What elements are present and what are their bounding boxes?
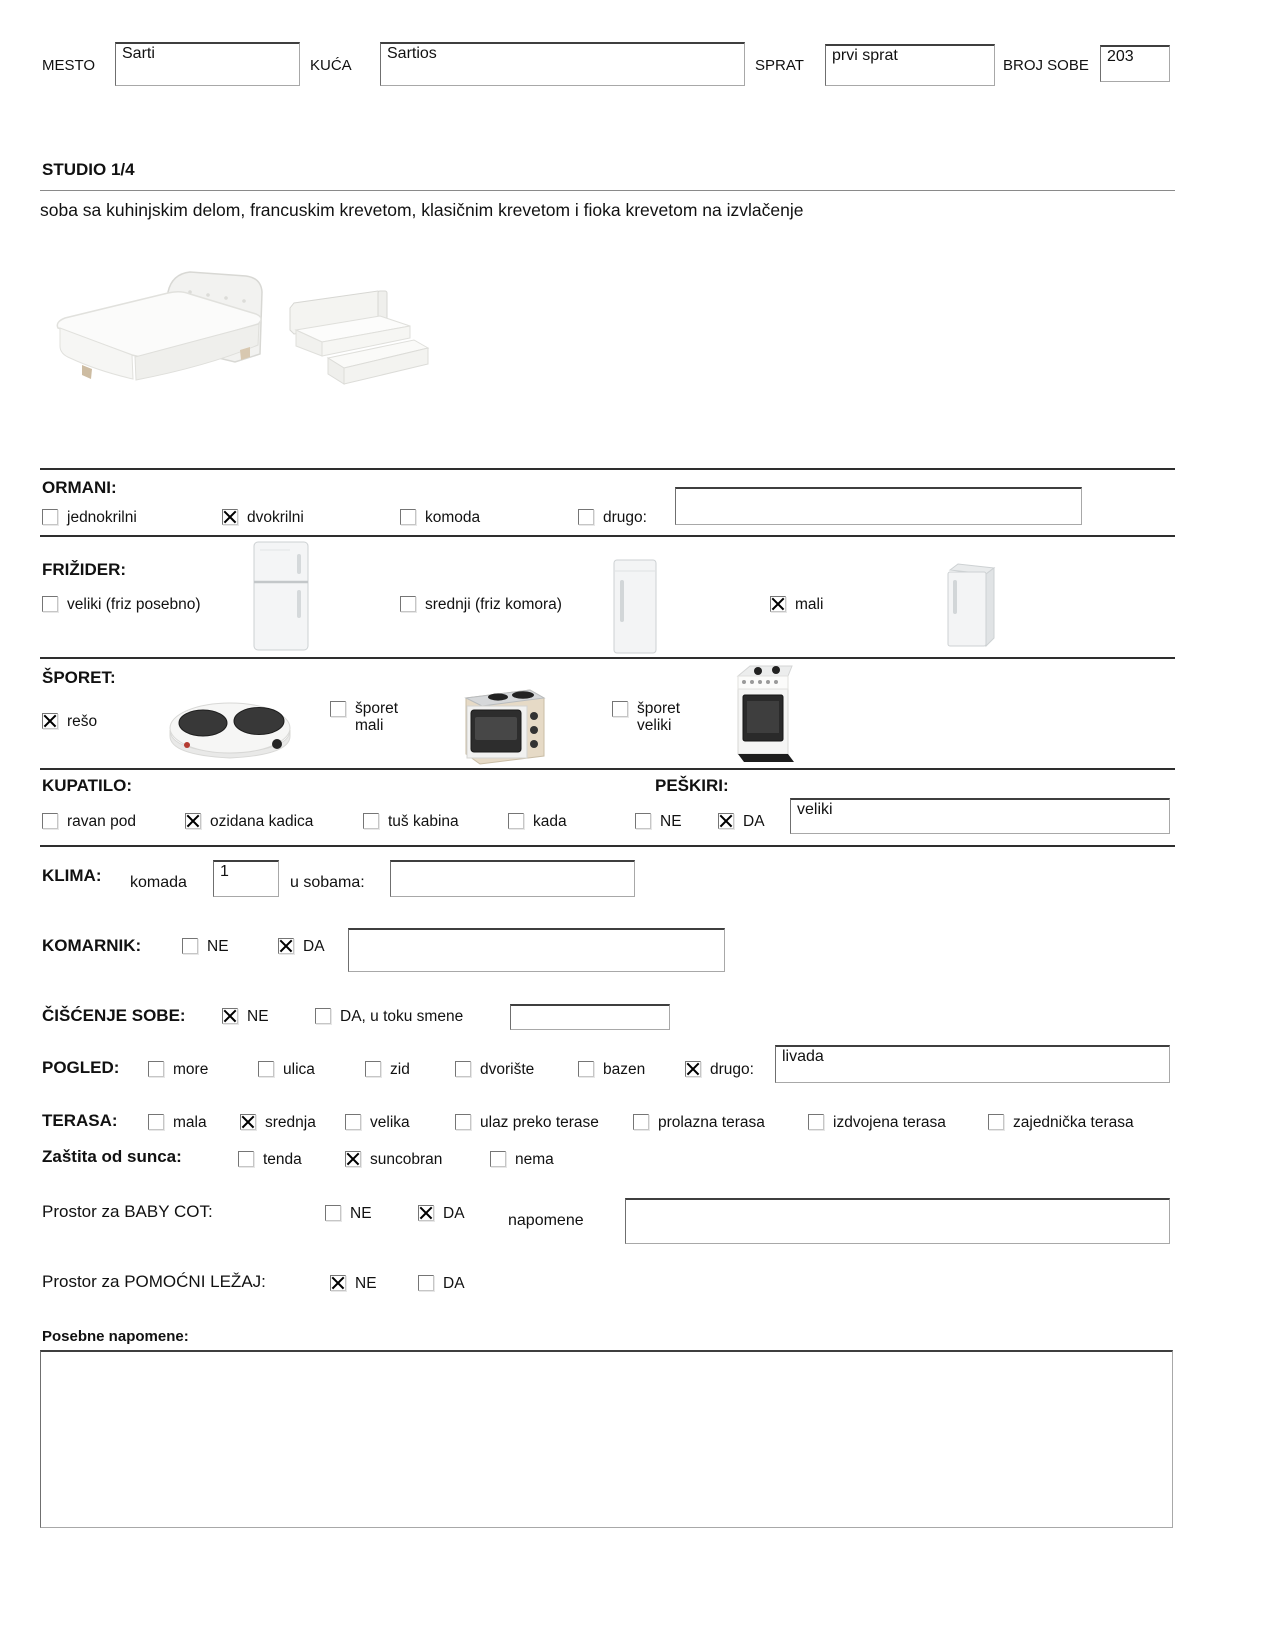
frizider-veliki-checkbox[interactable]: [42, 596, 58, 612]
pogled-zid-checkbox-item: [365, 1060, 410, 1079]
peskiri-ne-checkbox-item: [635, 812, 682, 831]
ozidana-kadica-label: ozidana kadica: [210, 813, 314, 830]
baby-cot-ne-checkbox[interactable]: [325, 1205, 341, 1221]
terasa-prolazna-label: prolazna terasa: [658, 1114, 765, 1131]
peskiri-da-label: DA: [743, 813, 765, 830]
pogled-drugo-checkbox[interactable]: [685, 1061, 701, 1077]
baby-cot-da-checkbox-item: [418, 1204, 465, 1223]
pogled-ulica-checkbox-item: [258, 1060, 315, 1079]
tenda-checkbox-item: [238, 1150, 302, 1169]
baby-cot-ne-label: NE: [350, 1205, 372, 1222]
ormani-drugo-checkbox[interactable]: [578, 509, 594, 525]
pomocni-ne-label: NE: [355, 1275, 377, 1292]
reso-label: rešo: [67, 713, 98, 730]
sporet-mali-checkbox-item: [330, 700, 411, 734]
suncobran-checkbox[interactable]: [345, 1151, 361, 1167]
dvokrilni-label: dvokrilni: [247, 509, 304, 526]
ormani-heading: ORMANI:: [42, 478, 117, 497]
fridge-small-image: [940, 560, 1002, 652]
pogled-ulica-checkbox[interactable]: [258, 1061, 274, 1077]
ciscenje-ne-checkbox[interactable]: [222, 1008, 238, 1024]
komarnik-heading: KOMARNIK:: [42, 936, 142, 955]
ciscenje-da-label: DA, u toku smene: [340, 1008, 464, 1025]
ormani-drugo-label: drugo:: [603, 509, 647, 526]
dvokrilni-checkbox[interactable]: [222, 509, 238, 525]
suncobran-checkbox-item: [345, 1150, 442, 1169]
section-divider: [40, 468, 1175, 470]
terasa-izdvojena-checkbox-item: [808, 1113, 946, 1132]
nema-checkbox-item: [490, 1150, 554, 1169]
frizider-mali-checkbox[interactable]: [770, 596, 786, 612]
ravan-pod-label: ravan pod: [67, 813, 136, 830]
ciscenje-heading: ČIŠĆENJE SOBE:: [42, 1006, 186, 1025]
baby-cot-da-label: DA: [443, 1205, 465, 1222]
frizider-heading: FRIŽIDER:: [42, 560, 127, 579]
reso-checkbox-item: [42, 712, 97, 731]
pogled-bazen-checkbox-item: [578, 1060, 645, 1079]
peskiri-da-checkbox[interactable]: [718, 813, 734, 829]
section-divider: [40, 768, 1175, 770]
peskiri-input[interactable]: [790, 798, 1170, 834]
terasa-srednja-checkbox[interactable]: [240, 1114, 256, 1130]
pomocni-ne-checkbox[interactable]: [330, 1275, 346, 1291]
terasa-srednja-label: srednja: [265, 1114, 316, 1131]
pogled-more-checkbox-item: [148, 1060, 208, 1079]
kada-checkbox[interactable]: [508, 813, 524, 829]
reso-checkbox[interactable]: [42, 713, 58, 729]
frizider-veliki-checkbox-item: [42, 595, 201, 614]
pogled-zid-checkbox[interactable]: [365, 1061, 381, 1077]
room-description: soba sa kuhinjskim delom, francuskim krevetom, klasičnim krevetom i fioka krevetom na izvlačenje: [40, 200, 804, 220]
ciscenje-ne-checkbox-item: [222, 1007, 269, 1026]
tus-kabina-checkbox-item: [363, 812, 459, 831]
kada-checkbox-item: [508, 812, 567, 831]
komarnik-input[interactable]: [348, 928, 725, 972]
kada-label: kada: [533, 813, 567, 830]
komarnik-ne-label: NE: [207, 938, 229, 955]
nema-checkbox[interactable]: [490, 1151, 506, 1167]
sprat-label: SPRAT: [755, 57, 804, 74]
title-underline: [40, 190, 1175, 191]
pogled-dvoriste-checkbox-item: [455, 1060, 534, 1079]
pogled-bazen-checkbox[interactable]: [578, 1061, 594, 1077]
nema-label: nema: [515, 1151, 554, 1168]
jednokrilni-checkbox-item: [42, 508, 137, 527]
french-bed-image: [40, 262, 280, 394]
terasa-velika-label: velika: [370, 1114, 410, 1131]
ozidana-kadica-checkbox[interactable]: [185, 813, 201, 829]
broj-sobe-label: BROJ SOBE: [1003, 57, 1089, 74]
pogled-zid-label: zid: [390, 1061, 410, 1078]
frizider-mali-label: mali: [795, 596, 824, 613]
frizider-srednji-label: srednji (friz komora): [425, 596, 562, 613]
ravan-pod-checkbox-item: [42, 812, 136, 831]
terasa-zajednicka-checkbox-item: [988, 1113, 1134, 1132]
baby-cot-napomene-input[interactable]: [625, 1198, 1170, 1244]
komarnik-ne-checkbox-item: [182, 937, 229, 956]
pogled-dvoriste-label: dvorište: [480, 1061, 535, 1078]
pomocni-da-label: DA: [443, 1275, 465, 1292]
posebne-napomene-heading: Posebne napomene:: [42, 1328, 189, 1345]
section-divider: [40, 535, 1175, 537]
sprat-input[interactable]: [825, 44, 995, 86]
mesto-input[interactable]: [115, 42, 300, 86]
terasa-mala-checkbox-item: [148, 1113, 207, 1132]
frizider-mali-checkbox-item: [770, 595, 823, 614]
baby-cot-napomene-label: napomene: [508, 1212, 584, 1229]
komarnik-da-checkbox[interactable]: [278, 938, 294, 954]
pogled-bazen-label: bazen: [603, 1061, 646, 1078]
pogled-drugo-label: drugo:: [710, 1061, 754, 1078]
ozidana-kadica-checkbox-item: [185, 812, 313, 831]
sporet-mali-label: šporet mali: [355, 700, 399, 734]
dvokrilni-checkbox-item: [222, 508, 304, 527]
pomocni-da-checkbox[interactable]: [418, 1275, 434, 1291]
page-title: STUDIO 1/4: [42, 160, 135, 179]
ciscenje-ne-label: NE: [247, 1008, 269, 1025]
kuca-input[interactable]: [380, 42, 745, 86]
ciscenje-da-checkbox[interactable]: [315, 1008, 331, 1024]
pogled-more-label: more: [173, 1061, 209, 1078]
tus-kabina-label: tuš kabina: [388, 813, 459, 830]
klima-komada-label: komada: [130, 874, 187, 891]
terasa-velika-checkbox[interactable]: [345, 1114, 361, 1130]
terasa-mala-label: mala: [173, 1114, 207, 1131]
terasa-prolazna-checkbox-item: [633, 1113, 765, 1132]
hotplate-image: [165, 688, 295, 760]
broj-sobe-input[interactable]: [1100, 45, 1170, 82]
kupatilo-heading: KUPATILO:: [42, 776, 133, 795]
sporet-veliki-checkbox[interactable]: [612, 701, 628, 717]
terasa-ulaz-label: ulaz preko terase: [480, 1114, 599, 1131]
terasa-zajednicka-checkbox[interactable]: [988, 1114, 1004, 1130]
peskiri-ne-checkbox[interactable]: [635, 813, 651, 829]
sporet-heading: ŠPORET:: [42, 668, 116, 687]
oven-small-image: [452, 682, 550, 766]
klima-komada-input[interactable]: [213, 860, 279, 897]
pogled-drugo-input[interactable]: [775, 1045, 1170, 1083]
tenda-checkbox[interactable]: [238, 1151, 254, 1167]
komarnik-da-checkbox-item: [278, 937, 325, 956]
frizider-srednji-checkbox[interactable]: [400, 596, 416, 612]
terasa-srednja-checkbox-item: [240, 1113, 316, 1132]
pogled-more-checkbox[interactable]: [148, 1061, 164, 1077]
terasa-izdvojena-checkbox[interactable]: [808, 1114, 824, 1130]
terasa-ulaz-checkbox-item: [455, 1113, 599, 1132]
fridge-medium-image: [608, 558, 662, 655]
fridge-large-image: [250, 540, 312, 654]
peskiri-da-checkbox-item: [718, 812, 765, 831]
baby-cot-ne-checkbox-item: [325, 1204, 372, 1223]
pogled-drugo-checkbox-item: [685, 1060, 754, 1079]
oven-large-image: [730, 662, 796, 764]
section-divider: [40, 845, 1175, 847]
klima-heading: KLIMA:: [42, 866, 102, 885]
zastita-heading: Zaštita od sunca:: [42, 1147, 182, 1166]
trundle-bed-image: [282, 278, 432, 390]
tus-kabina-checkbox[interactable]: [363, 813, 379, 829]
baby-cot-da-checkbox[interactable]: [418, 1205, 434, 1221]
terasa-heading: TERASA:: [42, 1111, 118, 1130]
ciscenje-da-checkbox-item: [315, 1007, 463, 1026]
sporet-veliki-checkbox-item: [612, 700, 693, 734]
komoda-checkbox-item: [400, 508, 480, 527]
terasa-mala-checkbox[interactable]: [148, 1114, 164, 1130]
komarnik-ne-checkbox[interactable]: [182, 938, 198, 954]
terasa-izdvojena-label: izdvojena terasa: [833, 1114, 946, 1131]
klima-u-sobama-input[interactable]: [390, 860, 635, 897]
terasa-velika-checkbox-item: [345, 1113, 410, 1132]
komoda-checkbox[interactable]: [400, 509, 416, 525]
frizider-veliki-label: veliki (friz posebno): [67, 596, 201, 613]
pogled-heading: POGLED:: [42, 1058, 120, 1077]
komoda-label: komoda: [425, 509, 481, 526]
sporet-mali-checkbox[interactable]: [330, 701, 346, 717]
ciscenje-input[interactable]: [510, 1004, 670, 1030]
pomocni-da-checkbox-item: [418, 1274, 465, 1293]
mesto-label: MESTO: [42, 57, 96, 74]
pogled-ulica-label: ulica: [283, 1061, 315, 1078]
section-divider: [40, 657, 1175, 659]
komarnik-da-label: DA: [303, 938, 325, 955]
terasa-ulaz-checkbox[interactable]: [455, 1114, 471, 1130]
tenda-label: tenda: [263, 1151, 302, 1168]
pomocni-ne-checkbox-item: [330, 1274, 377, 1293]
suncobran-label: suncobran: [370, 1151, 443, 1168]
ormani-drugo-checkbox-item: [578, 508, 647, 527]
jednokrilni-checkbox[interactable]: [42, 509, 58, 525]
posebne-napomene-input[interactable]: [40, 1350, 1173, 1528]
terasa-prolazna-checkbox[interactable]: [633, 1114, 649, 1130]
kuca-label: KUĆA: [310, 57, 352, 74]
pogled-dvoriste-checkbox[interactable]: [455, 1061, 471, 1077]
ormani-drugo-input[interactable]: [675, 487, 1082, 525]
baby-cot-label: Prostor za BABY COT:: [42, 1202, 213, 1221]
ravan-pod-checkbox[interactable]: [42, 813, 58, 829]
peskiri-ne-label: NE: [660, 813, 682, 830]
jednokrilni-label: jednokrilni: [67, 509, 137, 526]
frizider-srednji-checkbox-item: [400, 595, 562, 614]
sporet-veliki-label: šporet veliki: [637, 700, 681, 734]
pomocni-lezaj-label: Prostor za POMOĆNI LEŽAJ:: [42, 1272, 266, 1291]
terasa-zajednicka-label: zajednička terasa: [1013, 1114, 1134, 1131]
peskiri-heading: PEŠKIRI:: [655, 776, 729, 795]
klima-u-sobama-label: u sobama:: [290, 874, 365, 891]
